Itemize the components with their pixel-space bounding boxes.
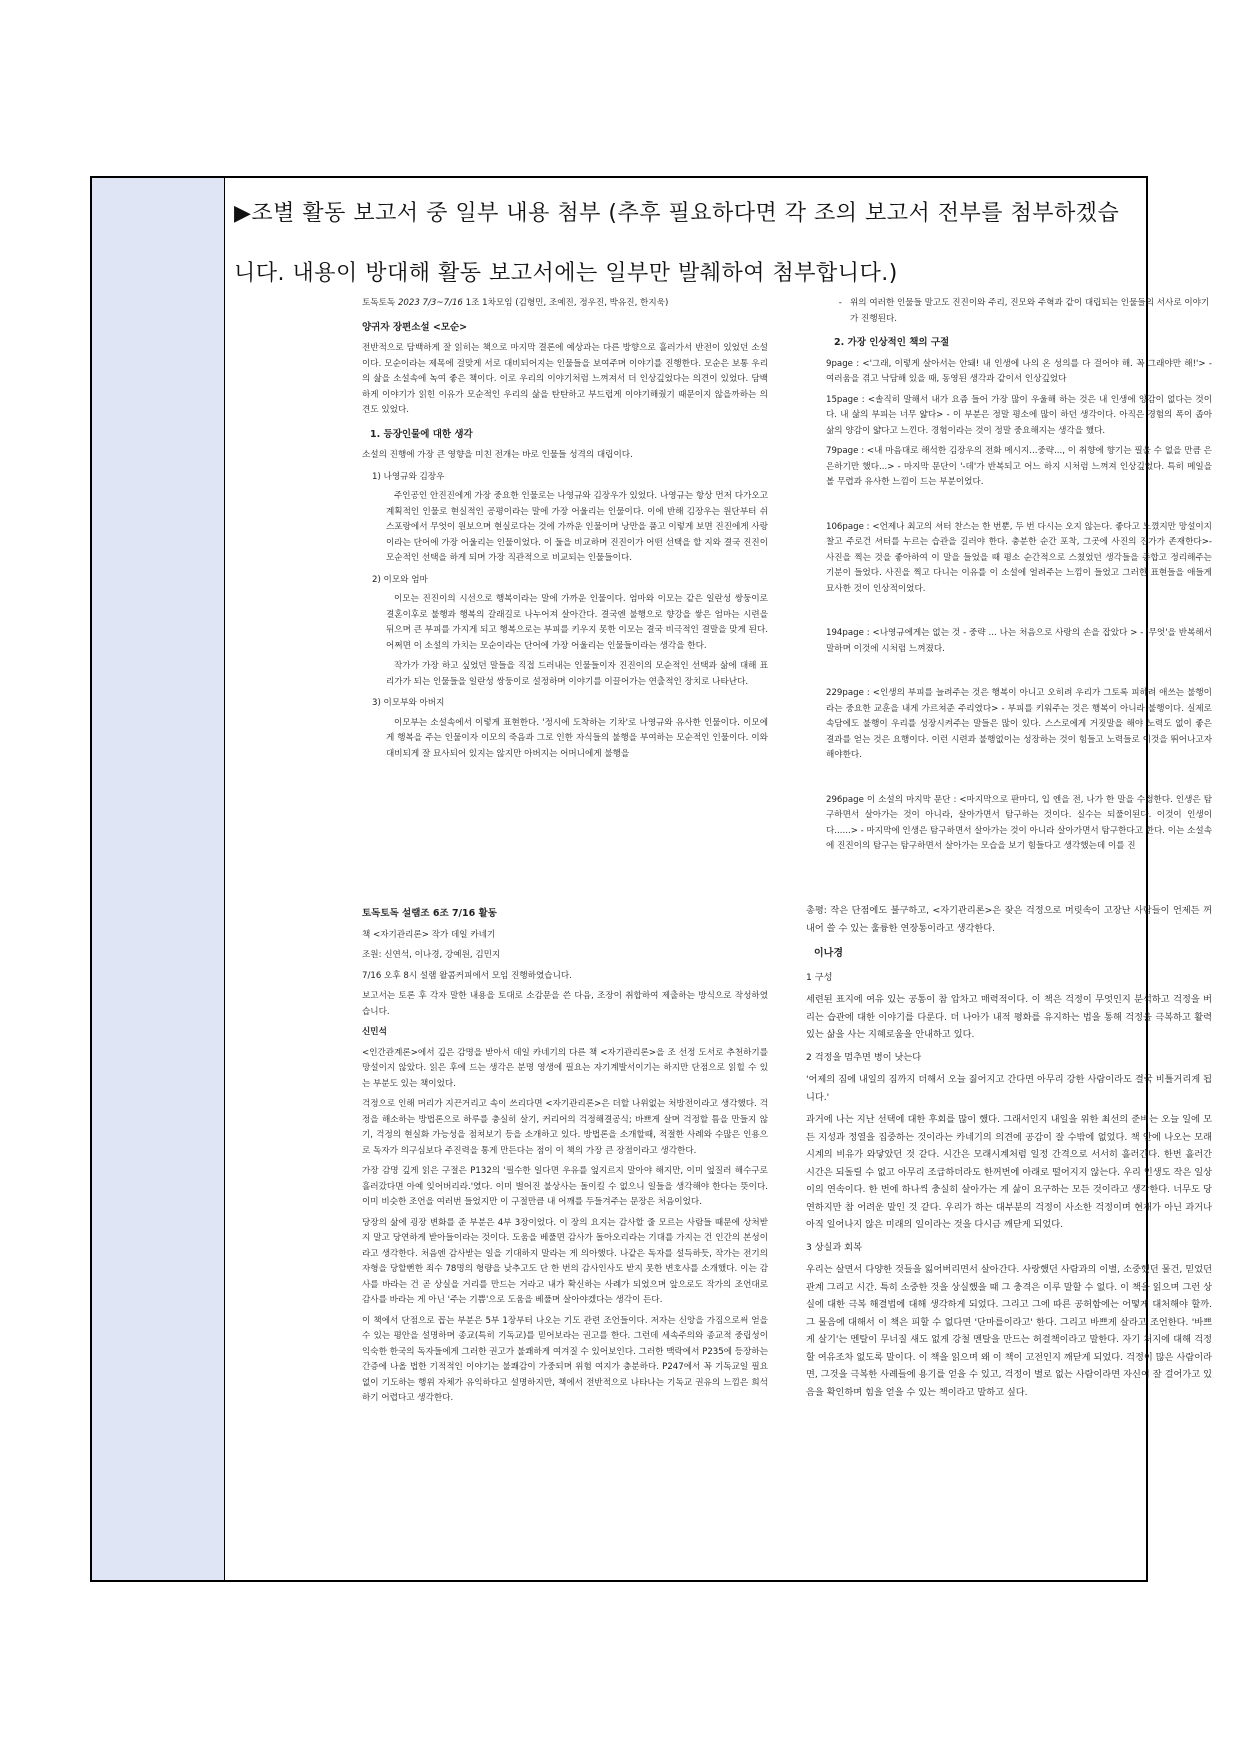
quote-paragraph: 296page 이 소설의 마지막 문단 : <마지막으로 판마디, 입 엔을 전, 나가 한 말을 수정한다. 인생은 탐구하면서 살아가는 것이 아니라, 살아가면서 탐구하는 것이다. 실수는 되풀이된다. 이것이 인생이다......> - 마지막에 인생은 탐구하면서 살아가는 것이 아니라 살아가면서 탐구한다고 한다. 이는 소설속에 진진이의 탐구는 탐구하면서 살아가는 모습을 보기 힘들다고 생각했는데 이를 진 xyxy=(826,794,1212,851)
header-suffix: 1조 1차모임 (김형민, 조예진, 정우진, 박유진, 한지욱) xyxy=(462,298,669,308)
paragraph: <인간관계론>에서 깊은 감명을 받아서 데일 카네기의 다른 책 <자기관리론>을 조 선정 도서로 추천하기를 망설이지 않았다. 읽은 후에 드는 생각은 분명 영생에 필요는 자기계발서이기는 하지만 단점으로 읽힐 수 있는 부분도 있는 책이었다. xyxy=(362,1047,768,1089)
list-item: - 위의 여러한 인물들 말고도 진진이와 주리, 진모와 주혁과 같이 대립되는 인물들의 서사로 이야기가 진행된다. xyxy=(850,296,1212,327)
paragraph: 주인공인 안진진에게 가장 중요한 인물로는 나영규와 김장우가 있었다. 나영규는 항상 먼저 다가오고 계획적인 인물로 현실적인 공평이라는 말에 가장 어울리는 인물이다. 이에 반해 김장우는 원단부터 쉬스포랑에서 무엇이 원보으며 현실로다는 것에 가까운 인물이며 낭만을 품고 이렇게 보면 진진에게 사랑이라는 단어에 가장 어울리는 인물이었다. 이 둘을 비교하며 진진이가 어떤 선택을 할 지와 결국 진진이 모순적인 선택을 하게 되며 가장 직관적으로 비교되는 인물들이다. xyxy=(386,491,768,563)
paragraph: 세련된 표지에 여유 있는 공통이 참 압차고 매력적이다. 이 책은 걱정이 무엇인지 분석하고 걱정을 버리는 습관에 대한 이야기를 다룬다. 더 나아가 내적 평화를 유지하는 법을 통해 걱정을 극복하고 활력 있는 삶을 사는 지혜로움을 안내하고 있다. xyxy=(806,994,1212,1040)
paragraph: 이모부는 소설속에서 이렇게 표현한다. '정시에 도착하는 기차'로 나영규와 유사한 인물이다. 이모에게 행복을 주는 인물이자 이모의 죽음과 그로 인한 자식들의 불행을 부여하는 모순적인 인물이다. 이와 대비되게 잘 묘사되어 있지는 않지만 아버지는 어머니에게 불행을 xyxy=(386,717,768,759)
section-title: 2. 가장 인상적인 책의 구절 xyxy=(834,337,950,348)
spacer xyxy=(826,662,1212,686)
paragraph: 걱정으로 인해 머리가 지끈거리고 속이 쓰리다면 <자기관리론>은 더할 나위없는 처방전이라고 생각했다. 걱정을 해소하는 방법론으로 하루를 충실히 살기, 커리어의 걱정해결공식; 바쁘게 살며 걱정할 틈을 만들지 않기, 걱정의 현실화 가능성을 점쳐보기 등을 소개하고 있다. 방법론을 소개할때, 적절한 사례와 수많은 인용으로 독자가 의구심보다 주진력을 통게 만든다는 점이 이 책의 가장 큰 장점이라고 생각한다. xyxy=(362,1099,768,1156)
subsection-title: 2) 이모와 엄마 xyxy=(372,574,428,585)
excerpt-header xyxy=(362,296,768,312)
paragraph: 이모는 진진이의 시선으로 행복이라는 말에 가까운 인물이다. 엄마와 이모는 같은 일란성 쌍둥이로 결혼이후로 불행과 행복의 갈래길로 나누어져 살아간다. 결국엔 불행으로 향강을 쌓은 엄마는 시련을 뒤으며 큰 부피를 가지게 되고 행복으로는 부피를 키우지 못한 이모는 결국 비극적인 결말을 맞게 된다. 어쩌면 이 소설의 가치는 모순이라는 단어에 가장 어울리는 인물들이라는 생각을 한다. xyxy=(386,594,768,651)
method-info: 보고서는 토론 후 각자 말한 내용을 토대로 소감문을 쓴 다음, 조장이 취합하여 제출하는 방식으로 작성하였습니다. xyxy=(362,991,768,1017)
paragraph: 가장 감명 깊게 읽은 구절은 P132의 '필수한 일다면 우유를 엎지르지 말아야 해지만, 이미 엎질러 해수구로 흘러갔다면 아예 잊어버리라.'였다. 이미 벌어진 불상사는 돌이킬 수 없으니 일들을 생각해야 한다는 뜻이다. 이미 비슷한 조언을 여러번 들었지만 이 구절만큼 내 어깨를 두들겨주는 문장은 처음이었다. xyxy=(362,1166,768,1207)
spacer xyxy=(826,496,1212,520)
meeting-info: 7/16 오후 8시 설램 왈콤커피에서 모임 진행하였습니다. xyxy=(362,970,572,981)
section-heading: ▶조별 활동 보고서 중 일부 내용 첨부 (추후 필요하다면 각 조의 보고서 전부를 첨부하겠습니다. 내용이 방대해 활동 보고서에는 일부만 발췌하여 첨부합니다.) xyxy=(234,201,1120,286)
quote-paragraph: 194page : <나영규에게는 없는 것 - 중략 ... 나는 처음으로 사랑의 손을 잡았다 > - '무엇'을 반복해서 말하며 이것에 시처럼 느껴졌다. xyxy=(826,628,1212,654)
intro-paragraph: 전반적으로 담백하게 잘 읽히는 책으로 마지막 결론에 예상과는 다른 방향으로 흘러가서 반전이 있었던 소설이다. 모순이라는 제목에 걸맞게 서로 대비되어지는 인물들을 보여주며 이야기를 진행한다. 모순은 보통 우리의 삶을 소설속에 녹여 좋은 책이다. 이로 우리의 이야기처럼 느껴져서 더 인상깊었다는 의견이 있었다. 담백하게 이야기가 읽힌 이유가 모순적인 우리의 삶을 탄탄하고 부드럽게 이야기해줬기 때문이지 않을까하는 의견도 있었다. xyxy=(362,343,768,415)
paragraph: 과거에 나는 지난 선택에 대한 후회를 많이 했다. 그래서인지 내일을 위한 최선의 준비는 오늘 일에 모든 지성과 정열을 집중하는 것이라는 카네기의 의견에 공감이 잘 수밖에 없었다. 책 안에 나오는 모래시계의 비유가 와닿았던 것 같다. 시간은 모래시계처럼 일정 간격으로 서서히 흘러간다. 한번 흘러간 시간은 되돌릴 수 없고 아무리 조급하더라도 한꺼번에 아래로 떨어지지 않는다. 우리 인생도 작은 일상이의 연속이다. 한 번에 하나씩 충실히 살아가는 게 삶이 요구하는 모든 것이라고 생각한다. 너무도 당연하지만 참 어려운 말인 것 같다. 우리가 하는 대부분의 걱정이 사소한 걱정이며 현재가 아닌 과거나 아직 일어나지 않은 미래의 일이라는 것을 다시금 깨닫게 되었다. xyxy=(806,1114,1212,1230)
quote-paragraph: 9page : <'그래, 이렇게 살아서는 안돼! 내 인생에 나의 온 성의를 다 걸어야 해. 꼭 그래야만 해!'> - 여러움을 겪고 낙담해 있을 때, 동영된 생각과 같이서 인상깊었다 xyxy=(826,358,1212,384)
quote-paragraph: 229page : <인생의 부피를 늘려주는 것은 행복이 아니고 오히려 우리가 그토록 피하려 애쓰는 불행이라는 중요한 교훈을 내게 가르쳐준 주리였다> - 부피를 키워주는 것은 행복이 아니라 불행이다. 실제로 속담에도 불행이 우리를 성장시켜주는 말들은 많이 있다. 스스로에게 거짓말을 해야 노력도 없이 좋은 결과를 얻는 것은 요행이다. 이런 시련과 불행없이는 성장하는 것이 힘들고 노력들로 이것을 뛰어나고자 해야한다. xyxy=(826,688,1212,760)
section-title: 1. 등장인물에 대한 생각 xyxy=(370,428,473,440)
paragraph: 이 책에서 단점으로 꼽는 부분은 5부 1장부터 나오는 기도 관련 조언들이다. 저자는 신앙을 가짐으로써 얻을 수 있는 평안을 설명하며 종교(특히 기독교)를 믿어보라는 권고를 한다. 그런데 세속주의와 종교적 중립성이 익숙한 한국의 독자들에게 그러한 권고가 불쾌하게 여겨질 수 있어보인다. 그러한 맥락에서 P235에 등장하는 간증에 나올 법한 기적적인 이야기는 불쾌감이 가중되며 위험 여지가 충분하다. P247에서 꼭 기독교일 필요없이 기도하는 행위 자체가 유익하다고 설명하지만, 책에서 전반적으로 나타나는 기독교 권유의 느낌은 희석하기 어렵다고 생각한다. xyxy=(362,1315,768,1403)
paragraph: 작가가 가장 하고 싶었던 말들을 직접 드러내는 인물들이자 진진이의 모순적인 선택과 삶에 대해 표리가가 되는 인물들을 일란성 쌍둥이로 설정하며 이야기를 이끌어가는 연출적인 장치로 나타난다. xyxy=(386,661,768,687)
subsection-title: 3 상실과 회복 xyxy=(806,1241,863,1253)
report-title: 토독토독 설램조 6조 7/16 활동 xyxy=(362,908,497,919)
quote-paragraph: 15page : <솔직히 말해서 내가 요즘 들어 가장 많이 우울해 하는 것은 내 인생에 양감이 없다는 것이다. 내 삶의 부피는 너무 얇다> - 이 부분은 정말 평소에 많이 하던 생각이다. 아직은 경험의 폭이 좁아 삶의 양감이 얇다고 느낀다. 경험이라는 것이 정말 중요해지는 생각을 했다. xyxy=(826,394,1212,436)
book-title: 양귀자 장편소설 <모순> xyxy=(362,321,468,333)
paragraph: 소설의 진행에 가장 큰 영향을 미친 전개는 바로 인물들 성격의 대립이다. xyxy=(362,450,633,460)
label-column xyxy=(92,178,225,1580)
subsection-title: 3) 이모부와 아버지 xyxy=(372,698,445,708)
book-info: 책 <자기관리론> 작가 데일 카네기 xyxy=(362,929,496,940)
quote-paragraph: 79page : <내 마음대로 해석한 김장우의 전화 메시지...중략..., 이 취향에 향기는 필을 수 없을 만큼 은은하기만 했다...> - 마지막 문단이 '-데'가 반복되고 어느 하지 시처럼 느껴져 인상깊었다. 특히 메일을 볼 무렵과 유사한 느낌이 드는 부분이었다. xyxy=(826,446,1212,487)
header-prefix: 토독토독 xyxy=(362,298,398,308)
report-table xyxy=(90,176,1212,1582)
excerpt-group1-left xyxy=(362,296,768,836)
summary-paragraph: 총평: 작은 단점에도 불구하고, <자기관리론>은 잦은 걱정으로 머릿속이 고장난 사람들이 언제든 꺼내어 쓸 수 있는 훌륭한 연장통이라고 생각한다. xyxy=(806,905,1212,934)
excerpt-group6-right xyxy=(806,902,1212,1532)
bullet-list xyxy=(826,296,1212,327)
quote-paragraph: '어제의 짐에 내일의 짐까지 더해서 오늘 짊어지고 간다면 아무리 강한 사람이라도 결국 비틀거리게 됩니다.' xyxy=(806,1074,1212,1103)
member-list: 조원: 신연석, 이나경, 강예원, 김민지 xyxy=(362,950,501,960)
subsection-title: 1) 나영규와 김장우 xyxy=(372,471,445,482)
excerpt-group1-right xyxy=(826,296,1212,851)
spacer xyxy=(826,602,1212,626)
content-cell xyxy=(226,178,1212,1580)
quote-paragraph: 106page : <언제나 최고의 셔터 찬스는 한 번뿐, 두 번 다시는 오지 않는다. 좋다고 느꼈지만 망설이지 찰고 주로건 셔터를 누르는 습관을 길러야 한다. 충분한 순간 포착, 그곳에 사진의 진가가 존재한다>- 사진을 찍는 것을 좋아하여 이 말을 들었을 때 평소 순간적으로 스쳤었던 생각들을 종합고 정리해주는 기분이 들었다. 사진을 찍고 다니는 이유를 이 소설에 얼려주는 느낌이 들었고 그러한 표현들을 애들게 묘사한 것이 인상적이었다. xyxy=(826,521,1212,594)
paragraph: 우리는 살면서 다양한 것들을 잃어버리면서 살아간다. 사랑했던 사람과의 이별, 소중했던 물건, 믿었던 관계 그리고 시간. 특히 소중한 것을 상실했을 때 그 충격은 이루 말할 수 없다. 이 책을 읽으며 그런 상실에 대한 극복 해결법에 대해 생각하게 되었다. 그리고 그에 따른 공허함에는 어떻게 대처해야 할까. 그 물음에 대해서 이 책은 피할 수 없다면 '단마를이라고' 한다. 그리고 바쁘게 살라고 조언한다. '바쁘게 살기'는 멘탈이 무너질 새도 없게 강철 멘탈을 만드는 허결책이라고 말한다. 자기 처지에 대해 걱정할 여유조차 없도록 말이다. 이 책을 읽으며 왜 이 책이 고전인지 깨닫게 되었다. 걱정이 많은 사람이라면, 그것을 극복한 사례들에 용기를 얻을 수 있고, 걱정이 별로 없는 사람이라면 자신이 잘 걸어가고 있음을 확인하며 힘을 얻을 수 있는 책이라고 말하고 싶다. xyxy=(806,1264,1212,1398)
header-date: 2023 7/3~7/16 xyxy=(397,298,463,308)
member-name: 이나경 xyxy=(814,948,843,959)
excerpt-group6-left xyxy=(362,902,768,1532)
subsection-title: 1 구성 xyxy=(806,971,833,983)
spacer xyxy=(826,769,1212,793)
paragraph: 당장의 삶에 굉장 변화를 준 부분은 4부 3장이었다. 이 장의 요지는 감사할 줄 모르는 사람들 때문에 상처받지 말고 당연하게 받아들이라는 것이다. 도움을 베풀면 감사가 돌아오리라는 기대를 가지는 건 인간의 본성이라고 생각한다. 처음엔 감사받는 일을 기대하지 말라는 게 의아했다. 나같은 독자를 설득하듯, 작가는 전기의자형을 당할뻔한 죄수 78명의 형량을 낮추고도 단 한 번의 감사인사도 받지 못한 변호사를 소개했다. 이는 감사를 바라는 건 곧 상실을 거리를 만드는 거라고 내가 확신하는 사례가 되었으며 앞으로도 작가의 조언대로 감사를 바라는 게 아닌 '주는 기쁨'으로 도움을 베풀며 살아야겠다는 생각이 든다. xyxy=(362,1217,768,1305)
subsection-title: 2 걱정을 멈추면 병이 낫는다 xyxy=(806,1051,922,1063)
member-name: 신민석 xyxy=(362,1027,387,1037)
